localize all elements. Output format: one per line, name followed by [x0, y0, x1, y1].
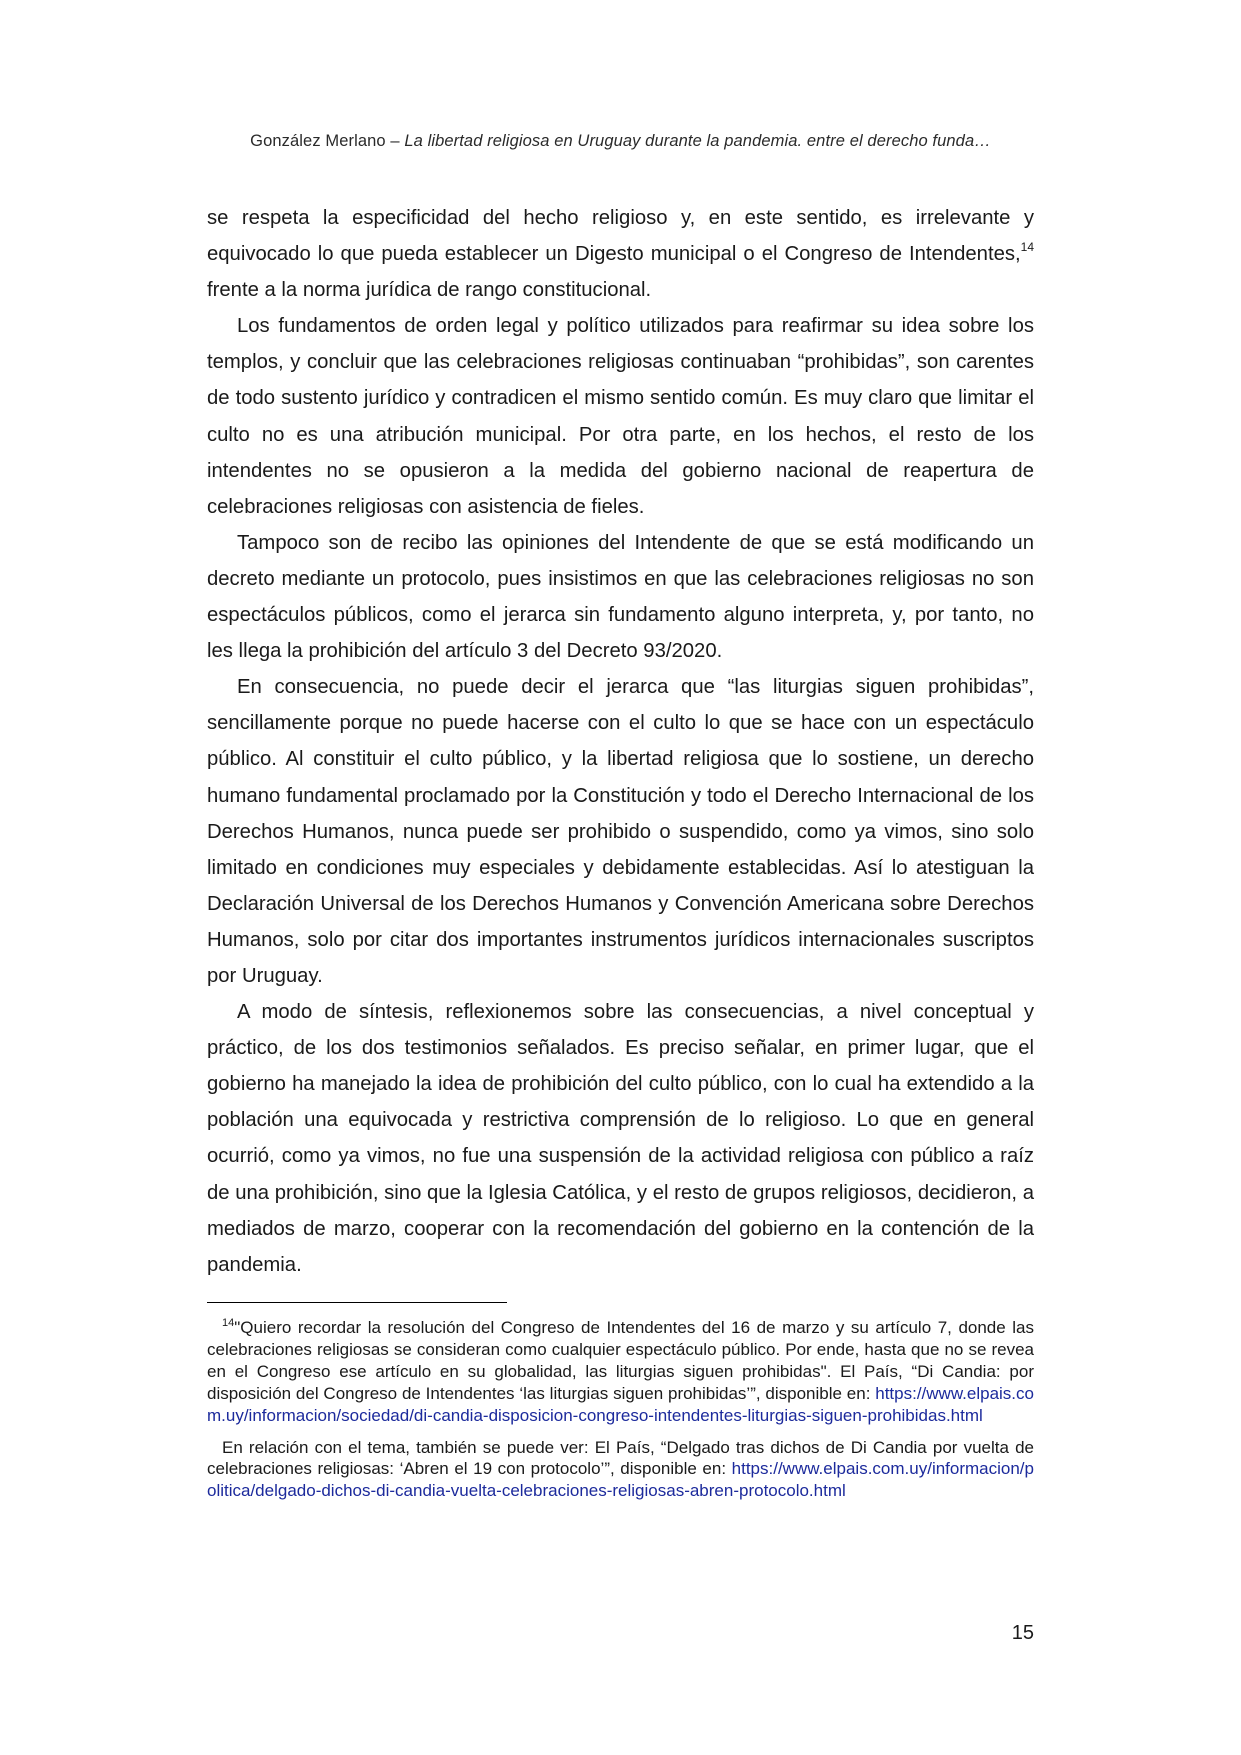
paragraph-3: Tampoco son de recibo las opiniones del Intendente de que se está modificando un decreto mediante un protocolo, pues insistimos en que las celebraciones religiosas no son espectáculos públicos, como el jerarca sin fundamento alguno interpreta, y, por tanto, no les llega la prohibición del artículo 3 del Decreto 93/2020.: [207, 531, 1034, 663]
paragraph-1-text: se respeta la especificidad del hecho religioso y, en este sentido, es irrelevante y equivocado lo que pueda establecer un Digesto municipal o el Congreso de Intendentes,: [207, 207, 1034, 266]
footnote-14-additional: [207, 1437, 1034, 1503]
paragraph-1: [207, 200, 1034, 308]
paragraph-1-continuation: frente a la norma jurídica de rango constitucional.: [207, 279, 652, 302]
body-text: [207, 200, 1034, 1283]
header-author: González Merlano –: [250, 132, 405, 150]
footnote-14: [207, 1317, 1034, 1427]
running-header: [0, 132, 1241, 151]
footnote-14-additional-link[interactable]: https://www.elpais.com.uy/informacion/politica/delgado-dichos-di-candia-vuelta-celebraciones-religiosas-abren-protocolo.html: [207, 1459, 1034, 1501]
paragraph-4: En consecuencia, no puede decir el jerarca que “las liturgias siguen prohibidas”, sencillamente porque no puede hacerse con el culto lo que se hace con un espectáculo público. Al constituir el culto público, y la libertad religiosa que lo sostiene, un derecho humano fundamental proclamado por la Constitución y todo el Derecho Internacional de los Derechos Humanos, nunca puede ser prohibido o suspendido, como ya vimos, sino solo limitado en condiciones muy especiales y debidamente establecidas. Así lo atestiguan la Declaración Universal de los Derechos Humanos y Convención Americana sobre Derechos Humanos, solo por citar dos importantes instrumentos jurídicos internacionales suscriptos por Uruguay.: [207, 676, 1034, 987]
paragraph-2: Los fundamentos de orden legal y político utilizados para reafirmar su idea sobre los templos, y concluir que las celebraciones religiosas continuaban “prohibidas”, son carentes de todo sustento jurídico y contradicen el mismo sentido común. Es muy claro que limitar el culto no es una atribución municipal. Por otra parte, en los hechos, el resto de los intendentes no se opusieron a la medida del gobierno nacional de reapertura de celebraciones religiosas con asistencia de fieles.: [207, 315, 1034, 518]
paragraph-5: A modo de síntesis, reflexionemos sobre las consecuencias, a nivel conceptual y práctico, de los dos testimonios señalados. Es preciso señalar, en primer lugar, que el gobierno ha manejado la idea de prohibición del culto público, con lo cual ha extendido a la población una equivocada y restrictiva comprensión de lo religioso. Lo que en general ocurrió, como ya vimos, no fue una suspensión de la actividad religiosa con público a raíz de una prohibición, sino que la Iglesia Católica, y el resto de grupos religiosos, decidieron, a mediados de marzo, cooperar con la recomendación del gobierno en la contención de la pandemia.: [207, 1001, 1034, 1276]
header-title: La libertad religiosa en Uruguay durante la pandemia. entre el derecho funda…: [404, 132, 991, 150]
footnote-number: 14: [222, 1317, 235, 1329]
footnote-separator: [207, 1302, 507, 1303]
footnotes: [207, 1317, 1034, 1512]
footnote-14-link[interactable]: https://www.elpais.com.uy/informacion/sociedad/di-candia-disposicion-congreso-intendentes-liturgias-siguen-prohibidas.html: [207, 1383, 1034, 1425]
footnote-reference-14[interactable]: 14: [1020, 240, 1034, 255]
page-number: 15: [1011, 1622, 1034, 1644]
footnote-14-additional-text: En relación con el tema, también se puede ver: El País, “Delgado tras dichos de Di Candia por vuelta de celebraciones religiosas: ‘Abren el 19 con protocolo’”, disponible en:: [207, 1437, 1034, 1479]
footnote-14-text: "Quiero recordar la resolución del Congreso de Intendentes del 16 de marzo y su artículo 7, donde las celebraciones religiosas se consideran como cualquier espectáculo público. Por ende, hasta que no se revea en el Congreso ese artículo en su globalidad, las liturgias siguen prohibidas". El País, “Di Candia: por disposición del Congreso de Intendentes ‘las liturgias siguen prohibidas’”, disponible en:: [207, 1318, 1034, 1403]
